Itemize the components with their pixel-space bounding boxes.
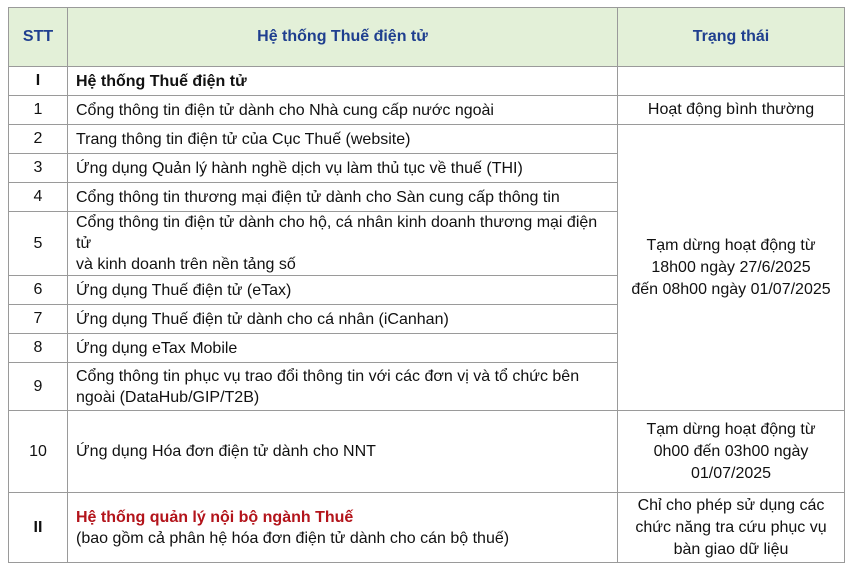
row-name-line1: Cổng thông tin phục vụ trao đổi thông tin với các đơn vị và tổ chức bên: [76, 367, 580, 385]
status-internal-line3: bàn giao dữ liệu: [673, 540, 789, 558]
header-stt: STT: [9, 8, 68, 67]
section-1-status: [618, 67, 845, 96]
row-stt: 5: [9, 212, 68, 276]
status-pause-b-line2: 0h00 đến 03h00 ngày: [653, 442, 809, 460]
row-name: Cổng thông tin điện tử dành cho Nhà cung cấp nước ngoài: [68, 96, 618, 125]
section-row-2: [9, 493, 845, 563]
row-name: [68, 212, 618, 276]
row-name-line2: và kinh doanh trên nền tảng số: [76, 256, 296, 273]
status-pause-a: [618, 125, 845, 411]
row-stt: 2: [9, 125, 68, 154]
section-1-title: Hệ thống Thuế điện tử: [68, 67, 618, 96]
status-pause-b: [618, 411, 845, 493]
status-pause-b-line3: 01/07/2025: [690, 464, 772, 482]
section-2-title-cell: [68, 493, 618, 563]
status-pause-a-line1: Tạm dừng hoạt động từ: [646, 236, 816, 254]
status-internal-line2: chức năng tra cứu phục vụ: [635, 518, 827, 536]
row-stt: 1: [9, 96, 68, 125]
row-name: [68, 363, 618, 411]
row-name: Ứng dụng Thuế điện tử dành cho cá nhân (iCanhan): [68, 305, 618, 334]
row-stt: 8: [9, 334, 68, 363]
row-stt: 4: [9, 183, 68, 212]
row-name: Trang thông tin điện tử của Cục Thuế (website): [68, 125, 618, 154]
section-2-subtitle: (bao gồm cả phân hệ hóa đơn điện tử dành cho cán bộ thuế): [76, 529, 510, 547]
section-1-numeral: I: [9, 67, 68, 96]
header-row: [9, 8, 845, 67]
row-name-line2: ngoài (DataHub/GIP/T2B): [76, 388, 260, 406]
row-name: Ứng dụng eTax Mobile: [68, 334, 618, 363]
header-system: Hệ thống Thuế điện tử: [68, 8, 618, 67]
table-row: [9, 96, 845, 125]
status-internal: [618, 493, 845, 563]
row-name: Ứng dụng Quản lý hành nghề dịch vụ làm thủ tục về thuế (THI): [68, 154, 618, 183]
row-stt: 3: [9, 154, 68, 183]
row-name-line1: Cổng thông tin điện tử dành cho hộ, cá nhân kinh doanh thương mại điện tử: [76, 214, 598, 252]
section-row-1: [9, 67, 845, 96]
row-name: Cổng thông tin thương mại điện tử dành cho Sàn cung cấp thông tin: [68, 183, 618, 212]
status-pause-b-line1: Tạm dừng hoạt động từ: [646, 420, 816, 438]
table-row: [9, 411, 845, 493]
status-normal: Hoạt động bình thường: [618, 96, 845, 125]
row-stt: 6: [9, 276, 68, 305]
header-status: Trạng thái: [618, 8, 845, 67]
tax-system-status-table: [8, 7, 845, 563]
table-row: [9, 125, 845, 154]
row-name: Ứng dụng Hóa đơn điện tử dành cho NNT: [68, 411, 618, 493]
row-stt: 7: [9, 305, 68, 334]
status-internal-line1: Chỉ cho phép sử dụng các: [637, 496, 825, 514]
row-name: Ứng dụng Thuế điện tử (eTax): [68, 276, 618, 305]
status-pause-a-line3: đến 08h00 ngày 01/07/2025: [631, 280, 831, 298]
row-stt: 9: [9, 363, 68, 411]
status-pause-a-line2: 18h00 ngày 27/6/2025: [651, 258, 811, 276]
row-stt: 10: [9, 411, 68, 493]
section-2-title: Hệ thống quản lý nội bộ ngành Thuế: [76, 508, 354, 526]
section-2-numeral: II: [9, 493, 68, 563]
